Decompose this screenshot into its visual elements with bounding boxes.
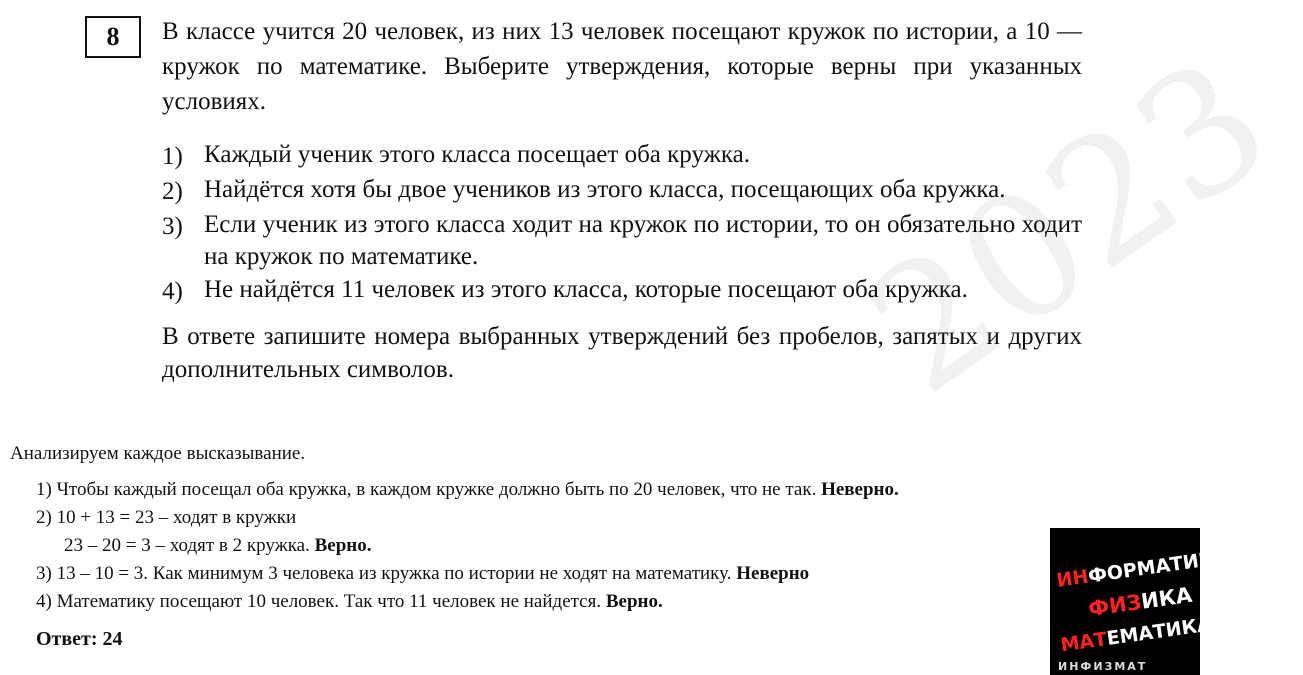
solution-line bbox=[36, 504, 1160, 532]
solution-line-text: 4) Математику посещают 10 человек. Так что 11 человек не найдется. bbox=[36, 591, 606, 612]
solution-line-text: 1) Чтобы каждый посещал оба кружка, в каждом кружке должно быть по 20 человек, что не так. bbox=[36, 479, 822, 500]
options-list bbox=[162, 139, 1082, 308]
solution-intro: Анализируем каждое высказывание. bbox=[10, 443, 306, 464]
verdict: Неверно. bbox=[821, 479, 899, 500]
solution-lines bbox=[10, 476, 1160, 616]
logo-caption: ИНФИЗМАТ bbox=[1058, 660, 1148, 673]
problem-statement: В классе учится 20 человек, из них 13 человек посещают кружок по истории, а 10 — кружок по математике. Выберите утверждения, которые верны при указанных условиях. bbox=[162, 18, 1082, 115]
task-number: 8 bbox=[106, 22, 120, 51]
solution-line bbox=[36, 476, 1160, 504]
logo-line-fizika: ФИЗИКА bbox=[1086, 582, 1194, 622]
solution-line-text: 2) 10 + 13 = 23 – ходят в кружки bbox=[36, 507, 297, 528]
option-number: 3) bbox=[162, 213, 183, 240]
verdict: Неверно bbox=[736, 563, 810, 584]
logo-line-matematika: МАТЕМАТИКА bbox=[1059, 613, 1214, 657]
option-number: 1) bbox=[162, 143, 183, 170]
option-number: 4) bbox=[162, 278, 183, 305]
option-number: 2) bbox=[162, 178, 183, 205]
solution-line bbox=[36, 560, 1160, 588]
solution-line bbox=[36, 588, 1160, 616]
watermark: 2023 bbox=[835, 21, 1303, 433]
option-text: Каждый ученик этого класса посещает оба кружка. bbox=[204, 141, 751, 168]
solution-line bbox=[36, 532, 1160, 560]
solution-line-text: 3) 13 – 10 = 3. Как минимум 3 человека из кружка по истории не ходят на математику. bbox=[36, 563, 737, 584]
option-text: Не найдётся 11 человек из этого класса, которые посещают оба кружка. bbox=[204, 276, 968, 303]
verdict: Верно. bbox=[605, 591, 663, 612]
verdict: Верно. bbox=[314, 535, 372, 556]
option-text: Найдётся хотя бы двое учеников из этого класса, посещающих оба кружка. bbox=[204, 176, 1006, 203]
task-number-box bbox=[85, 16, 141, 58]
option-item bbox=[162, 139, 1082, 173]
answer-instruction: В ответе запишите номера выбранных утверждений без пробелов, запятых и других дополнительных символов. bbox=[162, 323, 1082, 383]
option-item bbox=[162, 174, 1082, 208]
final-answer: Ответ: 24 bbox=[36, 628, 123, 650]
problem-block bbox=[162, 14, 1082, 386]
solution-line-text: 23 – 20 = 3 – ходят в 2 кружка. bbox=[64, 535, 315, 556]
option-item bbox=[162, 209, 1082, 273]
option-text: Если ученик из этого класса ходит на кружок по истории, то он обязательно ходит на кружок по математике. bbox=[204, 211, 1082, 270]
option-item bbox=[162, 274, 1082, 308]
logo-line-informatika: ИНФОРМАТИКА bbox=[1055, 546, 1231, 592]
solution-block bbox=[10, 440, 1160, 653]
